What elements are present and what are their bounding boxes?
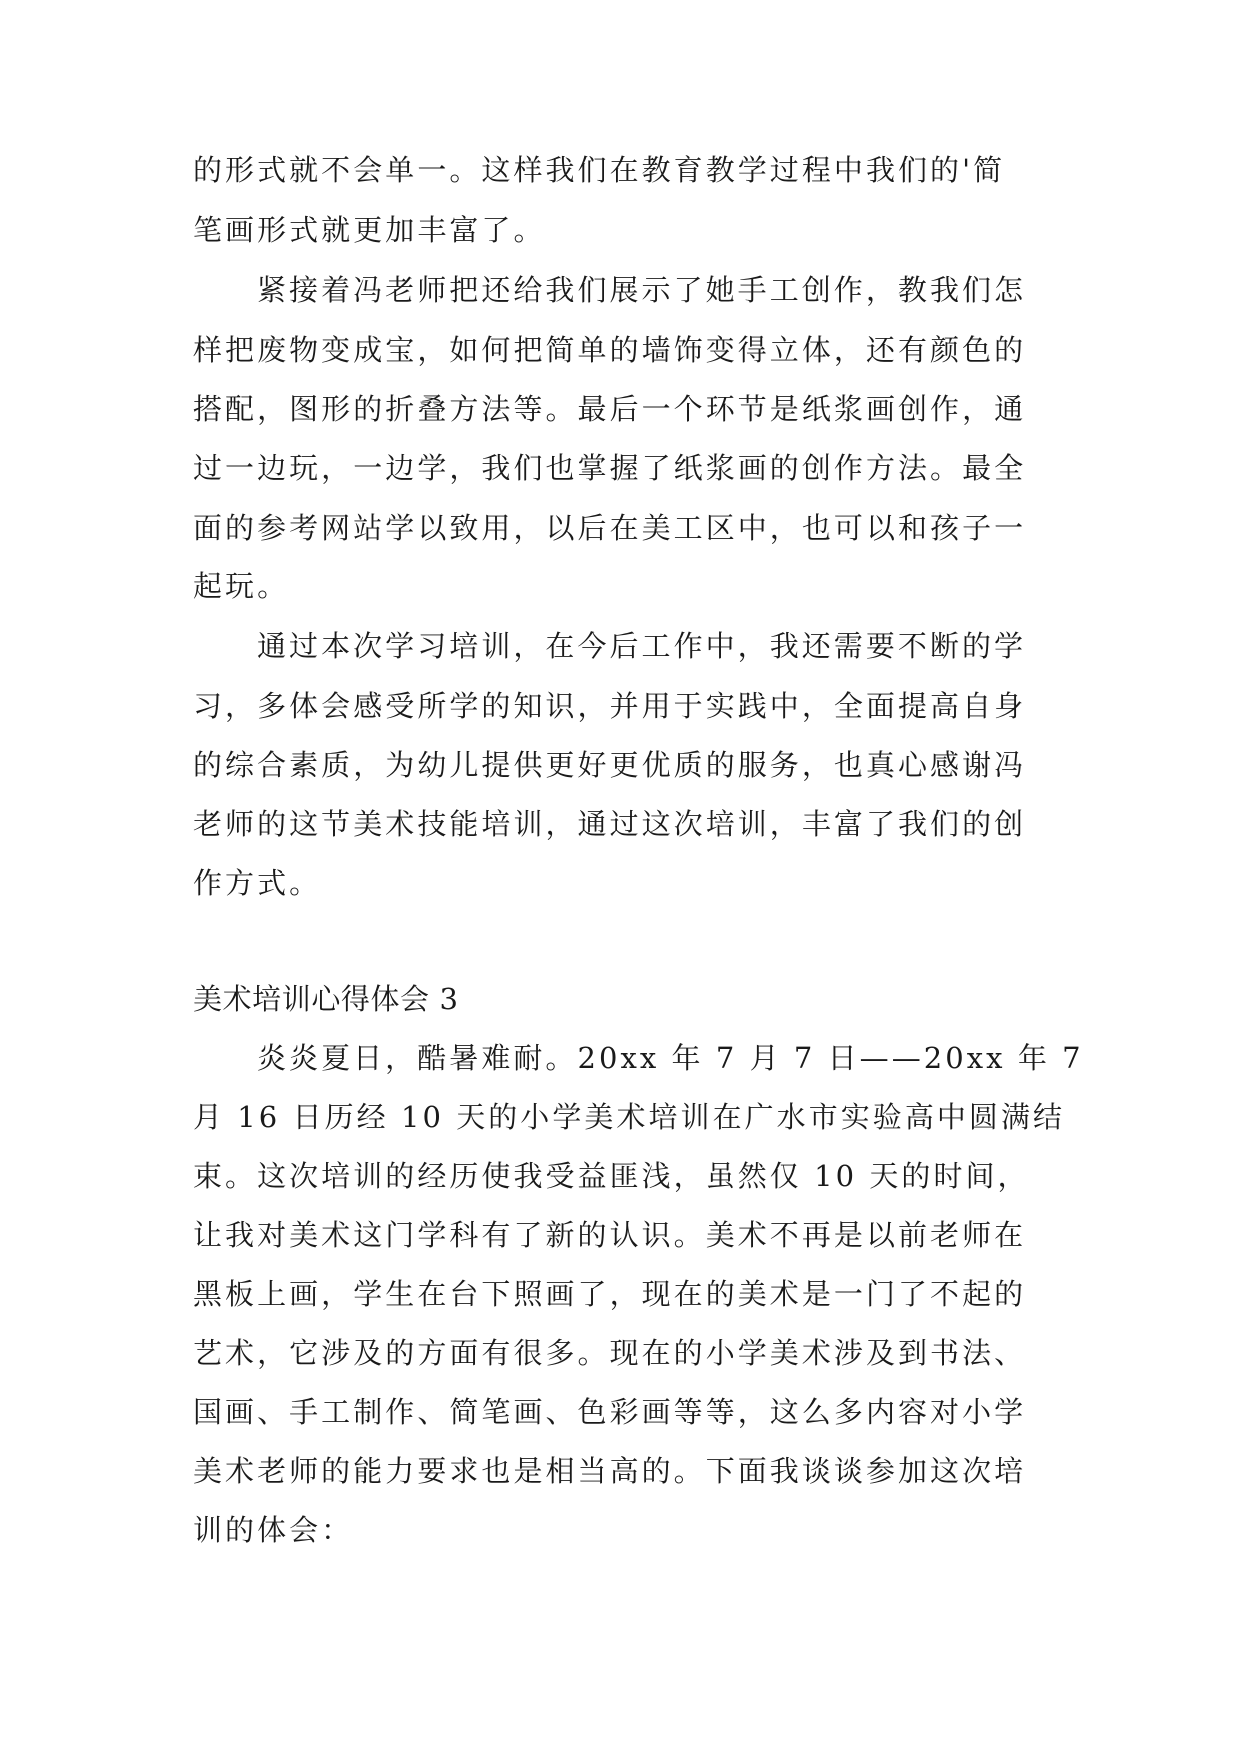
text-line: 老师的这节美术技能培训，通过这次培训，丰富了我们的创 [193, 807, 1027, 841]
text-line: 作方式。 [193, 866, 322, 900]
text-line: 习，多体会感受所学的知识，并用于实践中，全面提高自身 [193, 689, 1027, 723]
text-line: 黑板上画，学生在台下照画了，现在的美术是一门了不起的 [193, 1277, 1027, 1311]
text-line: 面的参考网站学以致用，以后在美工区中，也可以和孩子一 [193, 511, 1027, 545]
text-line: 的形式就不会单一。这样我们在教育教学过程中我们的'简 [193, 153, 1006, 187]
paragraph-first-line: 通过本次学习培训，在今后工作中，我还需要不断的学 [257, 629, 1027, 663]
text-line: 训的体会： [193, 1513, 354, 1547]
text-line: 艺术，它涉及的方面有很多。现在的小学美术涉及到书法、 [193, 1336, 1027, 1370]
paragraph-first-line: 紧接着冯老师把还给我们展示了她手工创作，教我们怎 [257, 273, 1027, 307]
text-line: 过一边玩，一边学，我们也掌握了纸浆画的创作方法。最全 [193, 451, 1027, 485]
text-line: 美术老师的能力要求也是相当高的。下面我谈谈参加这次培 [193, 1454, 1027, 1488]
text-line: 的综合素质，为幼儿提供更好更优质的服务，也真心感谢冯 [193, 748, 1027, 782]
section-heading: 美术培训心得体会 3 [193, 982, 459, 1016]
paragraph-first-line: 炎炎夏日，酷暑难耐。20xx 年 7 月 7 日——20xx 年 7 [257, 1041, 1084, 1075]
text-line: 国画、手工制作、简笔画、色彩画等等，这么多内容对小学 [193, 1395, 1027, 1429]
text-line: 束。这次培训的经历使我受益匪浅，虽然仅 10 天的时间， [193, 1159, 1030, 1193]
text-line: 月 16 日历经 10 天的小学美术培训在广水市实验高中圆满结 [193, 1100, 1066, 1134]
text-line: 笔画形式就更加丰富了。 [193, 213, 546, 247]
text-line: 让我对美术这门学科有了新的认识。美术不再是以前老师在 [193, 1218, 1027, 1252]
text-line: 样把废物变成宝，如何把简单的墙饰变得立体，还有颜色的 [193, 333, 1027, 367]
text-line: 搭配，图形的折叠方法等。最后一个环节是纸浆画创作，通 [193, 392, 1027, 426]
text-line: 起玩。 [193, 569, 290, 603]
